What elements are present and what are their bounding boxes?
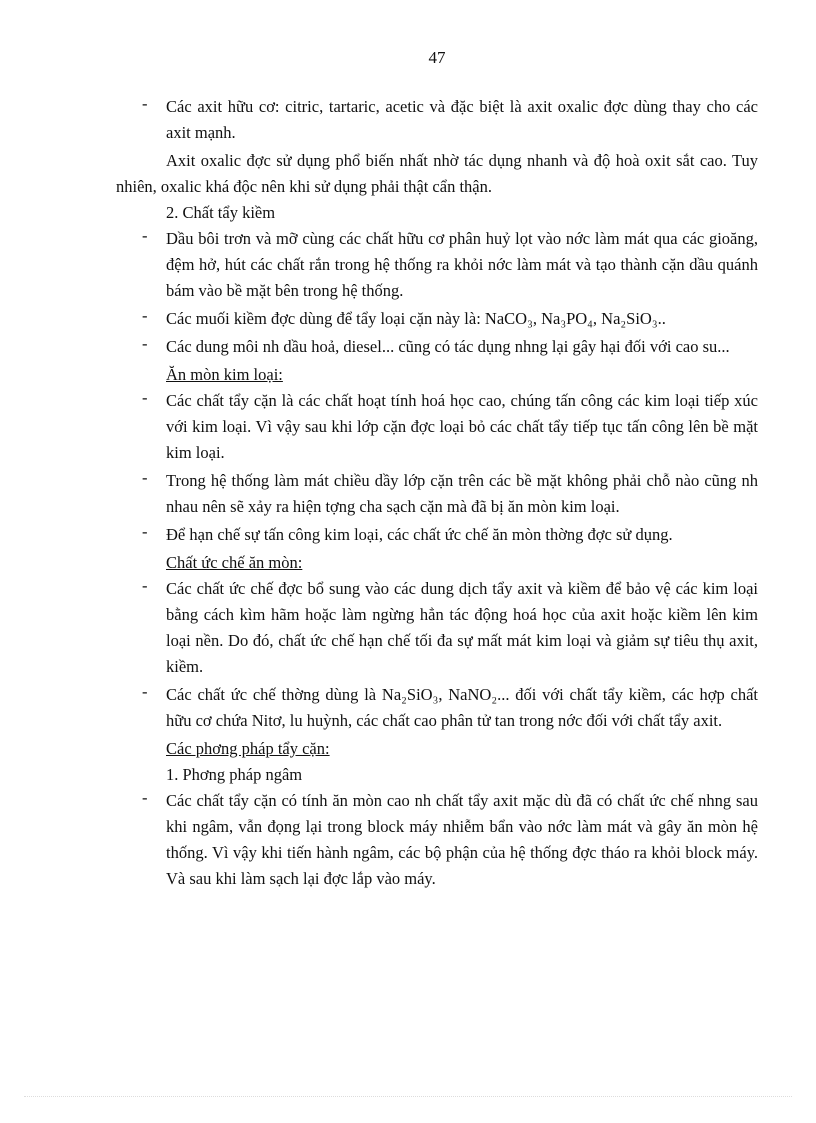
- bullet-uneven-deposit: [116, 468, 758, 520]
- bullet-text: Các chất ức chế đợc bổ sung vào các dung dịch tẩy axit và kiềm để bảo vệ các kim loại bằng cách kìm hãm hoặc làm ngừng hẳn tác động hoá học của axit hoặc kiềm lên kim loại nền. Do đó, chất ức chế hạn chế tối đa sự mất mát kim loại và giảm sự tiêu thụ axit, kiềm.: [166, 579, 758, 676]
- bullet-dash: -: [142, 226, 148, 245]
- bullet-text: Các axit hữu cơ: citric, tartaric, acetic và đặc biệt là axit oxalic đợc dùng thay cho các axit mạnh.: [166, 97, 758, 142]
- bullet-dash: -: [142, 334, 148, 353]
- subheading-corrosion-inhibitor: Chất ức chế ăn mòn:: [166, 553, 303, 572]
- bullet-oil-grease: [116, 226, 758, 304]
- subheading-metal-corrosion: Ăn mòn kim loại:: [166, 365, 283, 384]
- bullet-organic-acids: [116, 94, 758, 146]
- bullet-text: Các muối kiềm đợc dùng để tẩy loại cặn này là: NaCO₃, Na₃PO₄, Na₂SiO₃..: [166, 309, 666, 328]
- bullet-dash: -: [142, 788, 148, 807]
- bullet-alkaline-salts: [116, 306, 758, 332]
- bullet-limit-attack: [116, 522, 758, 548]
- bullet-dash: -: [142, 682, 148, 701]
- bullet-text: Các dung môi nh dầu hoả, diesel... cũng có tác dụng nhng lại gây hại đối với cao su...: [166, 337, 730, 356]
- bullet-text: Các chất tẩy cặn là các chất hoạt tính hoá học cao, chúng tấn công các kim loại tiếp xúc với kim loại. Vì vậy sau khi lớp cặn đợc loại bỏ các chất tẩy tiếp tục tấn công lên bề mặt kim loại.: [166, 391, 758, 462]
- bullet-dash: -: [142, 468, 148, 487]
- bullet-dash: -: [142, 522, 148, 541]
- bullet-inhibitor-role: [116, 576, 758, 680]
- footer-divider: [24, 1096, 792, 1097]
- bullet-dash: -: [142, 94, 148, 113]
- bullet-text: Để hạn chế sự tấn công kim loại, các chất ức chế ăn mòn thờng đợc sử dụng.: [166, 525, 673, 544]
- heading-alkaline-cleaner: 2. Chất tẩy kiềm: [166, 203, 276, 222]
- bullet-soaking: [116, 788, 758, 892]
- page-number: 47: [428, 48, 446, 67]
- bullet-text: Các chất ức chế thờng dùng là Na₂SiO₃, NaNO₂... đối với chất tẩy kiềm, các hợp chất hữu cơ chứa Nitơ, lu huỳnh, các chất cao phân tử tan trong nớc đối với chất tẩy axit.: [166, 685, 758, 730]
- bullet-dash: -: [142, 306, 148, 325]
- bullet-cleaner-attack: [116, 388, 758, 466]
- bullet-dash: -: [142, 388, 148, 407]
- bullet-solvents: [116, 334, 758, 360]
- bullet-text: Các chất tẩy cặn có tính ăn mòn cao nh chất tẩy axit mặc dù đã có chất ức chế nhng sau khi ngâm, vẫn đọng lại trong block máy nhiễm bẩn vào nớc làm mát và gây ăn mòn hệ thống. Vì vậy khi tiến hành ngâm, các bộ phận của hệ thống đợc tháo ra khỏi block máy. Và sau khi làm sạch lại đợc lắp vào máy.: [166, 791, 758, 888]
- bullet-text: Trong hệ thống làm mát chiều dầy lớp cặn trên các bề mặt không phải chỗ nào cũng nh nhau nên sẽ xảy ra hiện tợng cha sạch cặn mà đã bị ăn mòn kim loại.: [166, 471, 758, 516]
- bullet-inhibitor-types: [116, 682, 758, 734]
- bullet-dash: -: [142, 576, 148, 595]
- document-body: [116, 94, 758, 894]
- bullet-text: Dầu bôi trơn và mỡ cùng các chất hữu cơ phân huỷ lọt vào nớc làm mát qua các gioăng, đệm hở, hút các chất rắn trong hệ thống ra khỏi nớc làm mát và tạo thành cặn dầu quánh bám vào bề mặt bên trong hệ thống.: [166, 229, 758, 300]
- paragraph-oxalic: Axit oxalic đợc sử dụng phổ biến nhất nhờ tác dụng nhanh và độ hoà oxit sắt cao. Tuy nhiên, oxalic khá độc nên khi sử dụng phải thật cẩn thận.: [116, 151, 758, 196]
- heading-soaking-method: 1. Phơng pháp ngâm: [166, 765, 303, 784]
- subheading-cleaning-methods: Các phơng pháp tẩy cặn:: [166, 739, 330, 758]
